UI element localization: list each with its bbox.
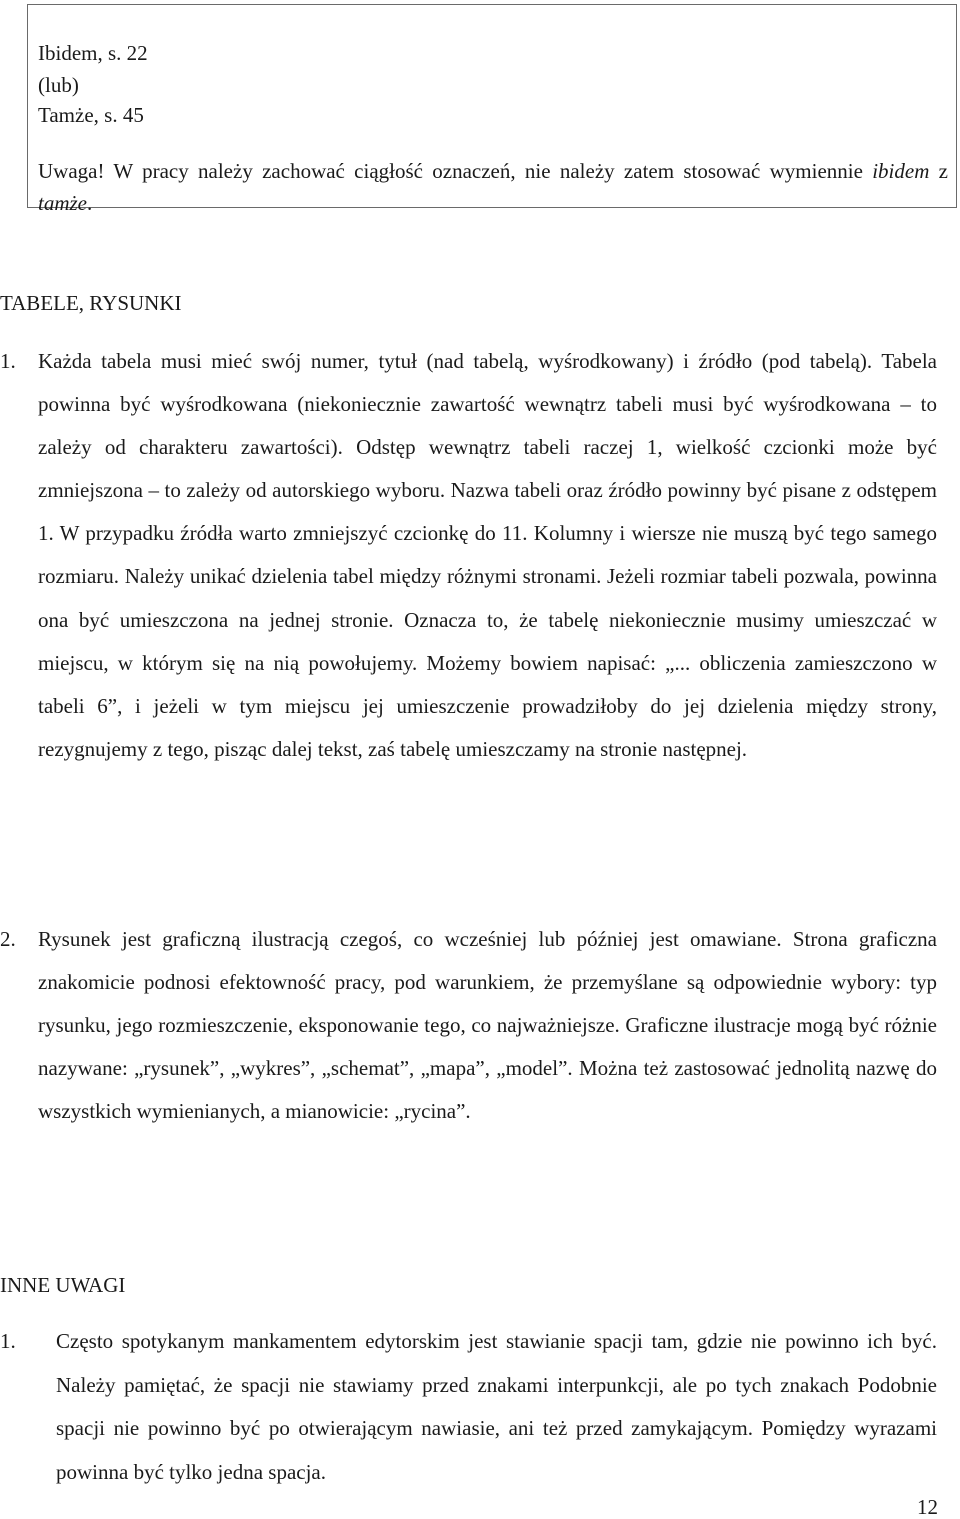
box-note-text: Uwaga! W pracy należy zachować ciągłość oznaczeń, nie należy zatem stosować wymiennie (38, 159, 873, 183)
box-note-tamze: tamże (38, 191, 87, 215)
paragraph-spacing (0, 1320, 937, 1495)
box-note-ibidem: ibidem (872, 159, 930, 183)
box-note (38, 155, 948, 219)
citation-example-box (27, 4, 957, 215)
paragraph-text: Rysunek jest graficzną ilustracją czegoś, co wcześniej lub później jest omawiane. Strona graficzna znakomicie podnosi efektowność pracy, pod warunkiem, że przemyślane są odpowiednie wybory: typ rysunku, jego rozmieszczenie, eksponowanie tego, co najważniejsze. Graficzne ilustracje mogą być różnie nazywane: „rysunek”, „wykres”, „schemat”, „mapa”, „model”. Można też zastosować jednolitą nazwę do wszystkich wymienianych, a mianowicie: „rycina”. (38, 927, 937, 1123)
list-number: 1. (0, 1329, 16, 1353)
box-line-ibidem: Ibidem, s. 22 (38, 41, 148, 65)
paragraph-figures (0, 918, 937, 1133)
section-heading-tables: TABELE, RYSUNKI (0, 291, 182, 315)
box-line-lub: (lub) (38, 73, 79, 97)
box-line-tamze: Tamże, s. 45 (38, 103, 144, 127)
paragraph-text: Każda tabela musi mieć swój numer, tytuł (nad tabelą, wyśrodkowany) i źródło (pod tabelą). Tabela powinna być wyśrodkowana (niekoniecznie zawartość wewnątrz tabeli musi być wyśrodkowana – to zależy od charakteru zawartości). Odstęp wewnątrz tabeli raczej 1, wielkość czcionki może być zmniejszona – to zależy od autorskiego wyboru. Nazwa tabeli oraz źródło powinny być pisane z odstępem 1. W przypadku źródła warto zmniejszyć czcionkę do 11. Kolumny i wiersze nie muszą być tego samego rozmiaru. Należy unikać dzielenia tabel między różnymi stronami. Jeżeli rozmiar tabeli pozwala, powinna ona być umieszczona na jednej stronie. Oznacza to, że tabelę niekoniecznie musimy umieszczać w miejscu, w którym się na nią powołujemy. Możemy bowiem napisać: „... obliczenia zamieszczono w tabeli 6”, i jeżeli w tym miejscu jej umieszczenie prowadziłoby do jej dzielenia między strony, rezygnujemy z tego, pisząc dalej tekst, zaś tabelę umieszczamy na stronie następnej. (38, 349, 937, 761)
box-note-connector: z (929, 159, 948, 183)
paragraph-tables (0, 340, 937, 771)
list-number: 1. (0, 349, 16, 373)
page-number: 12 (917, 1495, 938, 1519)
box-note-period: . (87, 191, 93, 215)
list-number: 2. (0, 927, 16, 951)
section-heading-other-notes: INNE UWAGI (0, 1273, 126, 1297)
paragraph-text: Często spotykanym mankamentem edytorskim jest stawianie spacji tam, gdzie nie powinno ich być. Należy pamiętać, że spacji nie stawiamy przed znakami interpunkcji, ale po tych znakach Podobnie spacji nie powinno być po otwierającym nawiasie, ani też przed zamykającym. Pomiędzy wyrazami powinna być tylko jedna spacja. (56, 1329, 937, 1485)
